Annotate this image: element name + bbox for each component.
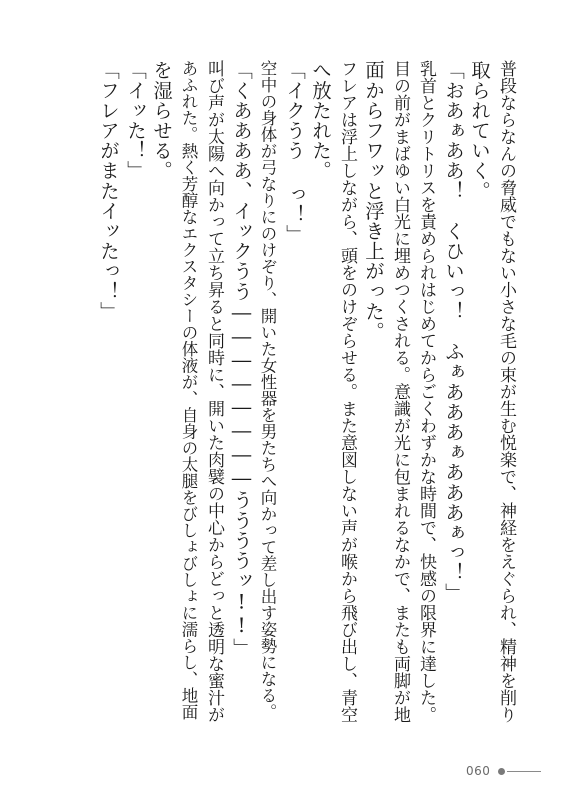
page-number: 060 bbox=[466, 764, 491, 778]
page-marker-dot-icon bbox=[498, 768, 505, 775]
text-line: を湿らせる。 bbox=[150, 60, 173, 181]
text-line: 「イクうう っ！」 bbox=[283, 60, 306, 245]
text-line: 「くああああ、イックうう――――――――ううううッ!!」 bbox=[230, 60, 253, 658]
text-line: へ放たれた。 bbox=[309, 60, 332, 181]
text-line: 叫び声が太陽へ向かって立ち昇ると同時に、開いた肉襞の中心からどっと透明な蜜汁が bbox=[204, 60, 224, 723]
text-line: 「イッた！」 bbox=[124, 60, 147, 181]
page-footer bbox=[466, 764, 541, 778]
text-line: 「フレアがまたイッたっ！」 bbox=[97, 60, 120, 322]
page-marker-line bbox=[507, 771, 541, 772]
text-line: 空中の身体が弓なりにのけぞり、開いた女性器を男たちへ向かって差し出す姿勢になる。 bbox=[258, 60, 277, 720]
text-line: 普段ならなんの脅威でもない小さな毛の束が生む悦楽で、神経をえぐられ、精神を削り bbox=[496, 60, 516, 723]
text-line: 取られていく。 bbox=[468, 60, 491, 201]
text-line: あふれた。熱く芳醇なエクスタシーの体液が、自身の太腿をびしょびしょに濡らし、地面 bbox=[179, 60, 198, 720]
text-line: 目の前がまばゆい白光に埋めつくされる。意識が光に包まれるなかで、またも両脚が地 bbox=[390, 60, 410, 723]
text-line: 面からフワッと浮き上がった。 bbox=[362, 60, 385, 342]
text-line: 「おあぁああ！ くひいっ！ ふぁあああぁあああぁっ！」 bbox=[442, 60, 465, 603]
text-line: フレアは浮上しながら、頭をのけぞらせる。また意図しない声が喉から飛び出し、青空 bbox=[337, 60, 357, 723]
text-line: 乳首とクリトリスを責められはじめてからごくわずかな時間で、快感の限界に達した。 bbox=[416, 60, 436, 723]
